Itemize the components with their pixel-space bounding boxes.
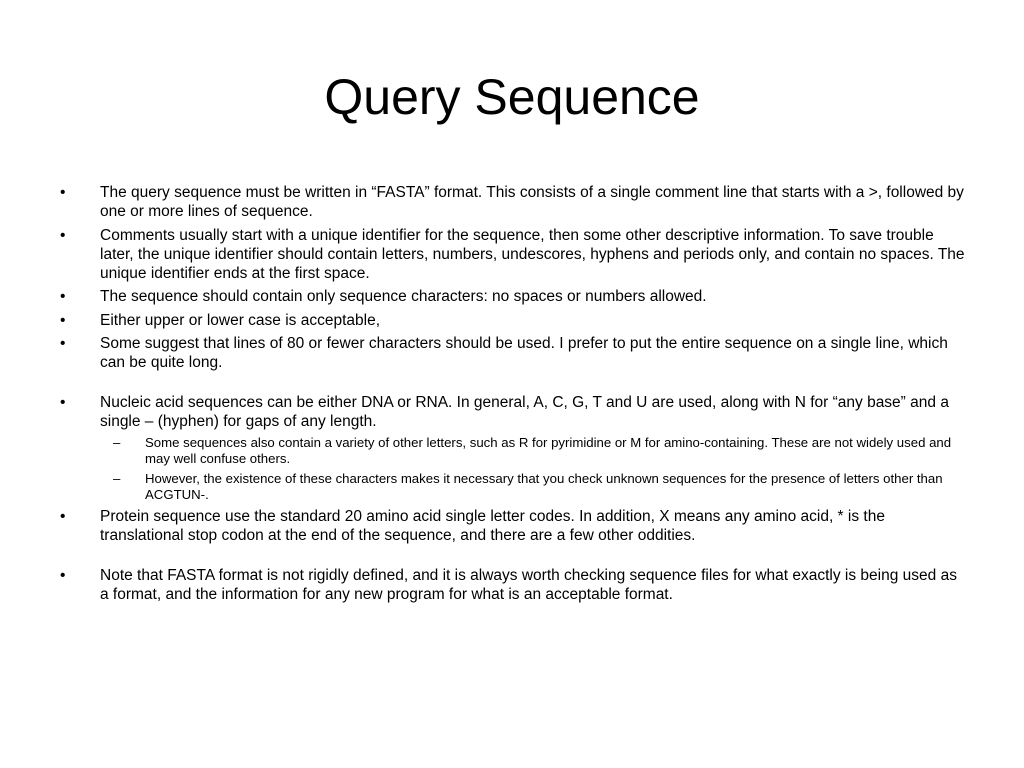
bullet-text: The sequence should contain only sequence characters: no spaces or numbers allowed. bbox=[100, 288, 707, 306]
bullet-item bbox=[56, 183, 966, 222]
bullet-marker: • bbox=[60, 335, 66, 353]
bullet-text: Some suggest that lines of 80 or fewer characters should be used. I prefer to put the entire sequence on a single line, which can be quite long. bbox=[100, 335, 948, 372]
bullet-item bbox=[56, 334, 966, 373]
sub-bullet-text: Some sequences also contain a variety of other letters, such as R for pyrimidine or M for amino-containing. These are not widely used and may well confuse others. bbox=[145, 435, 952, 467]
sub-bullet-item bbox=[56, 435, 966, 467]
bullet-marker: • bbox=[60, 288, 66, 306]
sub-bullet-text: However, the existence of these characters makes it necessary that you check unknown sequences for the presence of letters other than ACGTUN-. bbox=[145, 470, 943, 502]
bullet-marker: • bbox=[60, 311, 66, 329]
bullet-text: Nucleic acid sequences can be either DNA or RNA. In general, A, C, G, T and U are used, along with N for “any base” and a single – (hyphen) for gaps of any length. bbox=[100, 393, 949, 430]
bullet-text: Note that FASTA format is not rigidly defined, and it is always worth checking sequence files for what exactly is being used as a format, and the information for any new program for what is an acceptable format. bbox=[100, 566, 957, 603]
bullet-marker: • bbox=[60, 508, 66, 526]
bullet-item bbox=[56, 311, 966, 330]
sub-bullet-marker: – bbox=[113, 470, 121, 486]
bullet-item bbox=[56, 566, 966, 605]
bullet-text: Protein sequence use the standard 20 amino acid single letter codes. In addition, X means any amino acid, * is the translational stop codon at the end of the sequence, and there are a few other oddities. bbox=[100, 508, 885, 545]
bullet-marker: • bbox=[60, 393, 66, 411]
bullet-marker: • bbox=[60, 226, 66, 244]
sub-bullet-list bbox=[56, 435, 966, 503]
bullet-text: Either upper or lower case is acceptable, bbox=[100, 311, 381, 329]
bullet-item bbox=[56, 287, 966, 306]
sub-bullet-marker: – bbox=[113, 435, 121, 451]
bullet-marker: • bbox=[60, 184, 66, 201]
bullet-item bbox=[56, 393, 966, 432]
bullet-text: The query sequence must be written in “FASTA” format. This consists of a single comment line that starts with a >, followed by one or more lines of sequence. bbox=[100, 184, 964, 221]
bullet-item bbox=[56, 507, 966, 546]
bullet-marker: • bbox=[60, 566, 66, 584]
slide-title: Query Sequence bbox=[324, 69, 700, 125]
bullet-list bbox=[56, 183, 966, 608]
bullet-text: Comments usually start with a unique identifier for the sequence, then some other descriptive information. To save trouble later, the unique identifier should contain letters, numbers, undescores, hyphens and periods only, and contain no spaces. The unique identifier ends at the first space. bbox=[100, 226, 965, 283]
bullet-item bbox=[56, 226, 966, 284]
sub-bullet-item bbox=[56, 471, 966, 503]
